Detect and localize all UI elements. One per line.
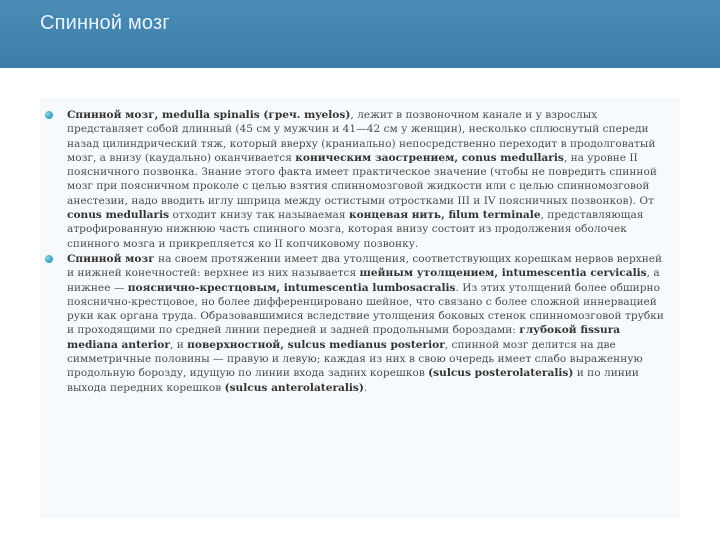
bullet-dot-icon: [45, 111, 53, 119]
text: .: [363, 381, 368, 394]
bullet-list: [40, 108, 672, 396]
term: пояснично-крестцовым, intumescentia lumbosacralis: [127, 281, 456, 294]
text: . Из этих утолщений более обширно пояснично-крестцовое, но более дифференцировано шейное, что связано с более сложной иннервацией руки как органа труда. Образовавшимися вследствие утолщения боковых стенок спинномозговой трубки и проходящими по средней линии передней и задней продольными бороздами:: [67, 281, 664, 337]
bullet-paragraph-1: [40, 108, 672, 251]
term: Спинной мозг: [67, 252, 155, 265]
text: , а нижнее —: [67, 267, 660, 294]
content-area: [40, 98, 680, 518]
text: , и: [169, 338, 188, 351]
term: поверхностной, sulcus medianus posterior: [187, 338, 445, 351]
term: глубокой fissura mediana anterior: [67, 324, 621, 351]
text: на своем протяжении имеет два утолщения, соответствующих корешкам нервов верхней и нижней конечностей: верхнее из них называется: [67, 252, 663, 280]
title-bar: [0, 0, 720, 68]
term: (sulcus anterolateralis): [224, 381, 364, 394]
term: шейным утолщением, intumescentia cervicalis: [359, 267, 647, 280]
text: , представляющая атрофированную нижнюю часть спинного мозга, которая внизу состоит из продолжения оболочек спинного мозга и прикрепляется ко II копчиковому позвонку.: [67, 209, 644, 250]
slide-title: Спинной мозг: [40, 12, 170, 34]
text: , лежит в позвоночном канале и у взрослых представляет собой длинный (45 см у мужчин и 41—42 см у женщин), несколько сплюснутый спереди назад цилиндрический тяж, который вверху (краниально) непосредственно переходит в продолговатый мозг, а внизу (каудально) оканчивается: [67, 109, 656, 164]
term: коническим заострением, conus medullaris: [295, 151, 564, 164]
bullet-dot-icon: [45, 255, 53, 263]
text: , на уровне II поясничного позвонка. Знание этого факта имеет практическое значение (чтобы не повредить спинной мозг при поясничном проколе с целью взятия спинномозговой жидкости или с целью спинномозговой анестезии, надо вводить иглу шприца между остистыми отростками III и IV поясничных позвонков). От: [67, 151, 657, 207]
text: отходит книзу так называемая: [169, 209, 349, 222]
term: Спинной мозг, medulla spinalis (греч. myelos): [67, 109, 351, 121]
text: , спинной мозг делится на две симметричные половины — правую и левую; каждая из них в свою очередь имеет слабо выраженную продольную борозду, идущую по линии входа задних корешков: [67, 338, 643, 380]
term: концевая нить, filum terminale: [348, 209, 541, 222]
text: и по линии выхода передних корешков: [67, 367, 639, 394]
bullet-paragraph-2: [40, 252, 672, 395]
term: conus medullaris: [67, 209, 170, 222]
term: (sulcus posterolateralis): [428, 367, 574, 380]
